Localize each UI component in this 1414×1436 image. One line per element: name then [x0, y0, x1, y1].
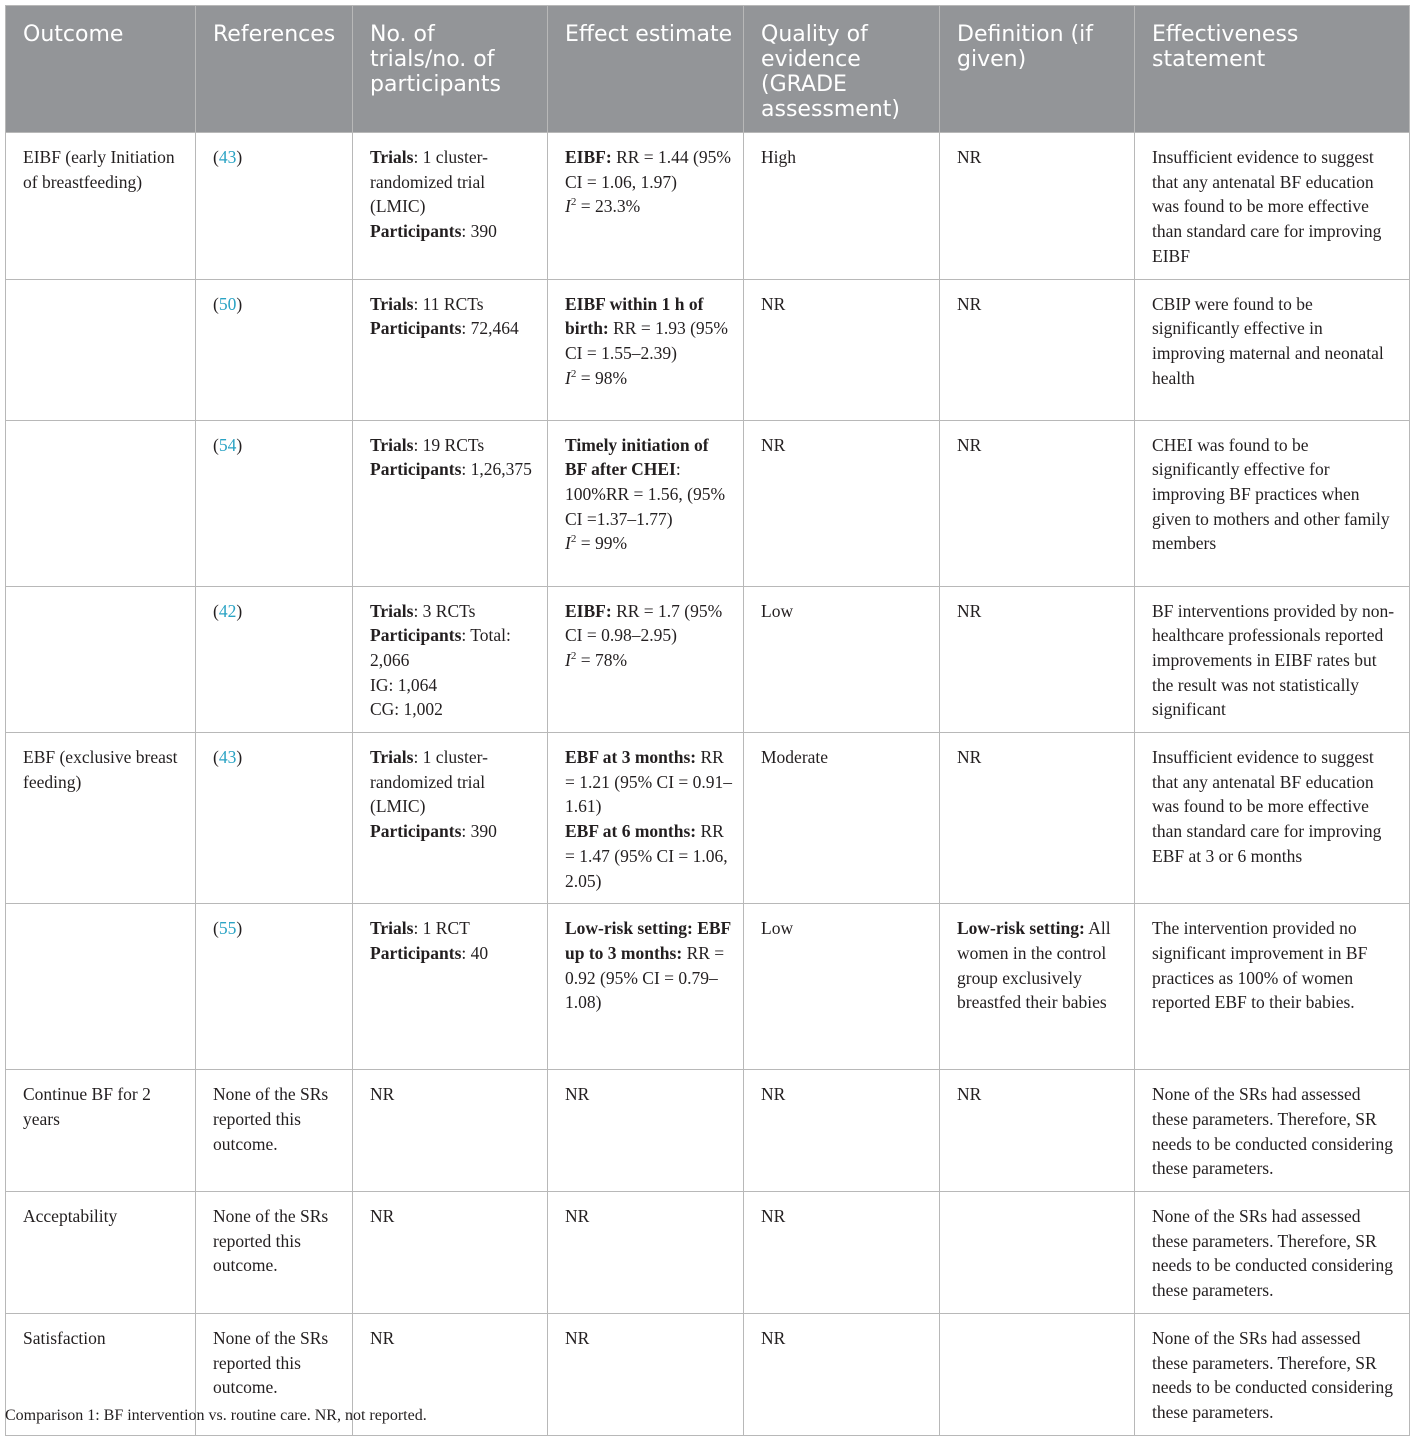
- trials-label: Trials: [370, 434, 414, 455]
- effect-value: : 100%RR = 1.56, (95% CI =1.37–1.77): [565, 459, 726, 529]
- definition-label: Low-risk setting:: [957, 918, 1085, 939]
- trials-cell: [353, 733, 548, 904]
- statement-cell: Insufficient evidence to suggest that any antenatal BF education was found to be more effective than standard care for improving EBF at 3 or 6 months: [1135, 733, 1410, 904]
- effect-cell: EIBF: RR = 1.7 (95% CI = 0.98–2.95) $I^2 = 78\%$: [548, 586, 744, 733]
- table-row: [6, 586, 1410, 733]
- participants-value: : 40: [461, 942, 489, 963]
- outcome-cell: [6, 586, 196, 733]
- reference-cell: (43): [196, 133, 353, 280]
- quality-cell: NR: [744, 1192, 940, 1314]
- statement-cell: None of the SRs had assessed these parameters. Therefore, SR needs to be conducted considering these parameters.: [1135, 1313, 1410, 1435]
- statement-cell: BF interventions provided by non-healthcare professionals reported improvements in EIBF rates but the result was not statistically significant: [1135, 586, 1410, 733]
- effect-label: EBF at 3 months:: [565, 747, 697, 768]
- reference-cell: None of the SRs reported this outcome.: [196, 1192, 353, 1314]
- participants-value: : 72,464: [461, 318, 519, 339]
- table-row: [6, 133, 1410, 280]
- effect-value: RR = 0.92 (95% CI = 0.79–1.08): [565, 942, 725, 1013]
- header-cell: Effectiveness statement: [1135, 6, 1410, 133]
- header-cell: Quality of evidence (GRADE assessment): [744, 6, 940, 133]
- trials-label: Trials: [370, 147, 414, 167]
- header-cell: No. of trials/no. of participants: [353, 6, 548, 133]
- reference-cell: None of the SRs reported this outcome.: [196, 1070, 353, 1192]
- participants-label: Participants: [370, 821, 462, 842]
- outcome-cell: [6, 733, 196, 904]
- quality-cell: Low: [744, 904, 940, 1070]
- cg-value: CG: 1,002: [370, 699, 443, 720]
- effect-label: EIBF within 1 h of birth:: [565, 293, 704, 339]
- trials-value: : 1 cluster-randomized trial (LMIC): [370, 147, 488, 217]
- table-row: [6, 279, 1410, 420]
- trials-value: : 1 cluster-randomized trial (LMIC): [370, 747, 488, 817]
- header-row: [6, 6, 1410, 133]
- trials-cell: [353, 133, 548, 280]
- reference-link[interactable]: 50: [218, 293, 237, 314]
- effect-cell: EIBF within 1 h of birth: RR = 1.93 (95% CI = 1.55–2.39) $I^2 = 98\%$: [548, 279, 744, 420]
- outcome-cell: [6, 1192, 196, 1314]
- definition-cell: NR: [940, 133, 1135, 280]
- outcome-text: Continue BF for 2 years: [23, 1084, 151, 1129]
- effect-value: RR = 1.93 (95% CI = 1.55–2.39): [565, 318, 728, 363]
- header-cell: References: [196, 6, 353, 133]
- participants-value: : Total: 2,066: [370, 625, 511, 670]
- reference-cell: (42): [196, 586, 353, 733]
- definition-cell: [940, 1313, 1135, 1435]
- quality-cell: NR: [744, 1070, 940, 1192]
- statement-cell: The intervention provided no significant improvement in BF practices as 100% of women reported EBF to their babies.: [1135, 904, 1410, 1070]
- reference-cell: (50): [196, 279, 353, 420]
- statement-cell: None of the SRs had assessed these parameters. Therefore, SR needs to be conducted considering these parameters.: [1135, 1192, 1410, 1314]
- effect-value: RR = 1.7 (95% CI = 0.98–2.95): [565, 600, 723, 646]
- outcome-cell: [6, 1070, 196, 1192]
- trials-cell: [353, 279, 548, 420]
- quality-cell: NR: [744, 279, 940, 420]
- effect-cell: [548, 904, 744, 1070]
- trials-value: : 1 RCT: [413, 918, 470, 939]
- quality-cell: Moderate: [744, 733, 940, 904]
- participants-label: Participants: [370, 625, 462, 646]
- effect-label: EBF at 6 months:: [565, 821, 697, 842]
- table-row: [6, 733, 1410, 904]
- reference-link[interactable]: 54: [218, 434, 237, 455]
- i2-value: = 98%: [576, 367, 628, 388]
- i2-value: = 23.3%: [576, 196, 641, 217]
- trials-value: : 19 RCTs: [413, 434, 485, 455]
- reference-cell: (43): [196, 733, 353, 904]
- participants-label: Participants: [370, 318, 462, 339]
- trials-value: : 3 RCTs: [413, 600, 476, 621]
- definition-cell: NR: [940, 733, 1135, 904]
- effect-value: RR = 1.47 (95% CI = 1.06, 2.05): [565, 821, 728, 891]
- quality-cell: Low: [744, 586, 940, 733]
- outcome-cell: [6, 420, 196, 586]
- effect-cell: NR: [548, 1070, 744, 1192]
- table-row: [6, 1070, 1410, 1192]
- effect-cell: NR: [548, 1313, 744, 1435]
- outcome-cell: [6, 904, 196, 1070]
- effect-cell: EIBF: RR = 1.44 (95% CI = 1.06, 1.97) $I^2 = 23.3\%$: [548, 133, 744, 280]
- definition-cell: [940, 1192, 1135, 1314]
- i2-value: = 78%: [576, 649, 628, 670]
- effect-label: Low-risk setting: EBF up to 3 months:: [565, 918, 731, 963]
- reference-link[interactable]: 42: [218, 600, 237, 621]
- trials-cell: NR: [353, 1192, 548, 1314]
- statement-cell: CBIP were found to be significantly effective in improving maternal and neonatal health: [1135, 279, 1410, 420]
- ig-value: IG: 1,064: [370, 674, 438, 695]
- participants-label: Participants: [370, 942, 462, 963]
- quality-cell: NR: [744, 420, 940, 586]
- definition-cell: NR: [940, 586, 1135, 733]
- header-cell: Outcome: [6, 6, 196, 133]
- reference-link[interactable]: 43: [218, 147, 237, 167]
- quality-cell: NR: [744, 1313, 940, 1435]
- participants-label: Participants: [370, 221, 462, 242]
- participants-label: Participants: [370, 459, 462, 480]
- quality-cell: High: [744, 133, 940, 280]
- effect-label: EIBF:: [565, 147, 612, 167]
- trials-cell: [353, 586, 548, 733]
- trials-label: Trials: [370, 747, 414, 768]
- reference-cell: None of the SRs reported this outcome.: [196, 1313, 353, 1435]
- table-row: [6, 420, 1410, 586]
- effect-value: RR = 1.21 (95% CI = 0.91–1.61): [565, 747, 733, 817]
- effect-cell: Timely initiation of BF after CHEI: 100%RR = 1.56, (95% CI =1.37–1.77) $I^2 = 99\%$: [548, 420, 744, 586]
- outcome-cell: [6, 133, 196, 280]
- table-footnote: Comparison 1: BF intervention vs. routine care. NR, not reported.: [5, 1407, 427, 1424]
- participants-value: : 1,26,375: [461, 459, 532, 480]
- statement-cell: None of the SRs had assessed these parameters. Therefore, SR needs to be conducted considering these parameters.: [1135, 1070, 1410, 1192]
- definition-cell: NR: [940, 1070, 1135, 1192]
- trials-value: : 11 RCTs: [413, 293, 484, 314]
- trials-label: Trials: [370, 293, 414, 314]
- definition-cell: [940, 904, 1135, 1070]
- effect-cell: NR: [548, 1192, 744, 1314]
- trials-label: Trials: [370, 918, 414, 939]
- reference-link[interactable]: 43: [218, 747, 237, 768]
- header-cell: Definition (if given): [940, 6, 1135, 133]
- statement-cell: Insufficient evidence to suggest that any antenatal BF education was found to be more effective than standard care for improving EIBF: [1135, 133, 1410, 280]
- table-row: [6, 1192, 1410, 1314]
- effect-cell: [548, 733, 744, 904]
- effect-label: EIBF:: [565, 600, 612, 621]
- definition-cell: NR: [940, 420, 1135, 586]
- effect-label: Timely initiation of BF after CHEI: [565, 434, 709, 480]
- header-cell: Effect estimate: [548, 6, 744, 133]
- reference-cell: (54): [196, 420, 353, 586]
- outcome-cell: [6, 279, 196, 420]
- reference-link[interactable]: 55: [218, 918, 237, 939]
- outcome-text: Acceptability: [23, 1206, 118, 1227]
- definition-cell: NR: [940, 279, 1135, 420]
- outcome-text: EBF (exclusive breast feeding): [23, 747, 178, 792]
- trials-cell: [353, 420, 548, 586]
- participants-value: : 390: [461, 821, 497, 842]
- outcome-text: Satisfaction: [23, 1327, 106, 1348]
- trials-cell: NR: [353, 1313, 548, 1435]
- outcomes-table: [5, 5, 1410, 1436]
- trials-cell: NR: [353, 1070, 548, 1192]
- i2-value: = 99%: [576, 533, 628, 554]
- outcome-text: EIBF (early Initiation of breastfeeding): [23, 147, 175, 192]
- statement-cell: CHEI was found to be significantly effective for improving BF practices when given to mothers and other family members: [1135, 420, 1410, 586]
- participants-value: : 390: [461, 221, 497, 242]
- trials-cell: [353, 904, 548, 1070]
- trials-label: Trials: [370, 600, 414, 621]
- table-row: [6, 904, 1410, 1070]
- definition-value: All women in the control group exclusively breastfed their babies: [957, 918, 1111, 1013]
- effect-value: RR = 1.44 (95% CI = 1.06, 1.97): [565, 147, 731, 192]
- reference-cell: (55): [196, 904, 353, 1070]
